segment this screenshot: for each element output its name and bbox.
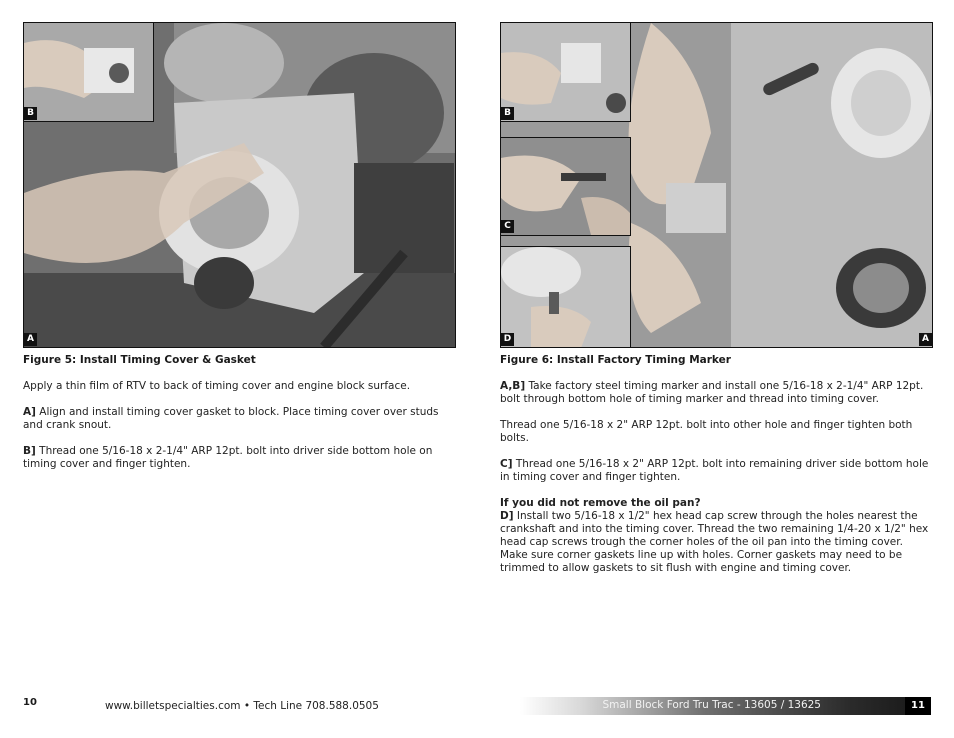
step-ab-continued: Thread one 5/16-18 x 2" ARP 12pt. bolt into other hole and finger tighten both bolts. (500, 419, 913, 444)
figure-5-main-label: A (24, 333, 37, 346)
step-a-key: A] (23, 406, 36, 418)
figure-6-inset-b-label: B (501, 107, 514, 120)
figure-6-caption: Figure 6: Install Factory Timing Marker (500, 354, 731, 366)
figure-6-inset-d-label: D (501, 333, 514, 346)
step-c-key: C] (500, 458, 513, 470)
hand-screw-illustration (501, 247, 630, 348)
figure-6-main-label: A (919, 333, 932, 346)
intro-text: Apply a thin film of RTV to back of timing cover and engine block surface. (23, 380, 411, 392)
hands-wrench-illustration (501, 138, 630, 235)
footer-bar (520, 697, 931, 715)
figure-5-caption: Figure 5: Install Timing Cover & Gasket (23, 354, 256, 366)
step-b-text: Thread one 5/16-18 x 2-1/4" ARP 12pt. bolt into driver side bottom hole on timing cover and finger tighten. (23, 445, 433, 470)
step-c (500, 458, 930, 484)
left-page-number: 10 (23, 697, 37, 708)
footer-product-title: Small Block Ford Tru Trac - 13605 / 13625 (602, 699, 821, 711)
figure-5-inset-b (23, 22, 154, 122)
figure-6-photo (500, 22, 933, 348)
figure-6-inset-c-label: C (501, 220, 514, 233)
step-a (23, 406, 443, 432)
hand-marker-illustration (501, 23, 630, 121)
step-b (23, 445, 443, 471)
oil-pan-heading: If you did not remove the oil pan? (500, 497, 701, 509)
step-b-key: B] (23, 445, 36, 457)
step-ab (500, 380, 930, 406)
step-ab-text: Take factory steel timing marker and install one 5/16-18 x 2-1/4" ARP 12pt. bolt through bottom hole of timing marker and thread into timing cover. (500, 380, 924, 405)
step-d-text: Install two 5/16-18 x 1/2" hex head cap screw through the holes nearest the crankshaft and into the timing cover. Thread the two remaining 1/4-20 x 1/2" hex head cap screws trough the corner holes of the oil pan into the timing cover. Make sure corner gaskets line up with holes. Corner gaskets may need to be trimmed to allow gaskets to sit flush with engine and timing cover. (500, 510, 929, 574)
figure-6-inset-b (500, 22, 631, 122)
footer-website: www.billetspecialties.com • Tech Line 708.588.0505 (105, 700, 379, 712)
step-d-key: D] (500, 510, 514, 522)
figure-6-inset-d (500, 246, 631, 348)
right-page-number: 11 (905, 697, 931, 715)
right-instructions (500, 380, 930, 588)
step-ab-key: A,B] (500, 380, 526, 392)
step-d (500, 510, 930, 575)
figure-5-photo (23, 22, 456, 348)
left-instructions (23, 380, 443, 484)
step-a-text: Align and install timing cover gasket to block. Place timing cover over studs and crank snout. (23, 406, 439, 431)
hand-bolt-illustration (24, 23, 153, 121)
figure-6-inset-c (500, 137, 631, 236)
figure-5-inset-label: B (24, 107, 37, 120)
step-c-text: Thread one 5/16-18 x 2" ARP 12pt. bolt into remaining driver side bottom hole in timing cover and finger tighten. (500, 458, 929, 483)
